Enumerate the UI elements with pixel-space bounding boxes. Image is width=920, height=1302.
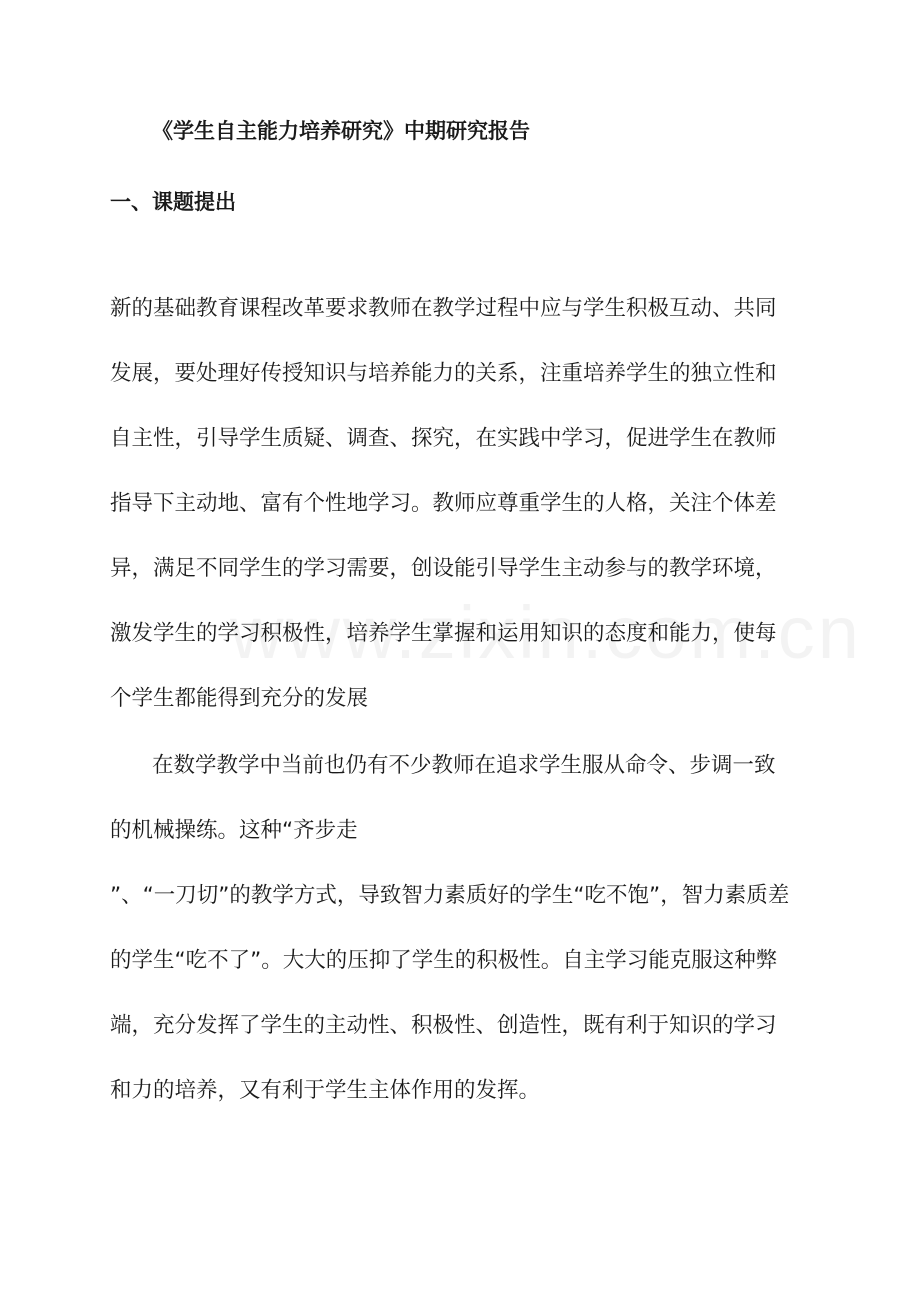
document-title: 《学生自主能力培养研究》中期研究报告	[152, 119, 530, 143]
paragraph-line: 在数学教学中当前也仍有不少教师在追求学生服从命令、步调一致	[152, 753, 776, 778]
paragraph-line: 自主性，引导学生质疑、调查、探究，在实践中学习，促进学生在教师	[110, 426, 777, 451]
paragraph-line: 发展，要处理好传授知识与培养能力的关系，注重培养学生的独立性和	[110, 361, 777, 386]
paragraph-line: 异，满足不同学生的学习需要，创设能引导学生主动参与的教学环境，	[110, 556, 777, 581]
paragraph-line: ”、“一刀切”的教学方式，导致智力素质好的学生“吃不饱”，智力素质差	[110, 883, 790, 908]
paragraph-line: 端，充分发挥了学生的主动性、积极性、创造性，既有利于知识的学习	[110, 1013, 777, 1038]
paragraph-line: 激发学生的学习积极性，培养学生掌握和运用知识的态度和能力，使每	[110, 621, 777, 646]
paragraph-line: 新的基础教育课程改革要求教师在教学过程中应与学生积极互动、共同	[110, 296, 777, 321]
paragraph-line: 和力的培养，又有利于学生主体作用的发挥。	[110, 1078, 541, 1103]
section-heading: 一、课题提出	[110, 190, 236, 214]
paragraph-line: 个学生都能得到充分的发展	[110, 686, 369, 711]
paragraph-line: 的机械操练。这种“齐步走	[110, 818, 358, 843]
paragraph-line: 指导下主动地、富有个性地学习。教师应尊重学生的人格，关注个体差	[110, 491, 777, 516]
paragraph-line: 的学生“吃不了”。大大的压抑了学生的积极性。自主学习能克服这种弊	[110, 948, 778, 973]
